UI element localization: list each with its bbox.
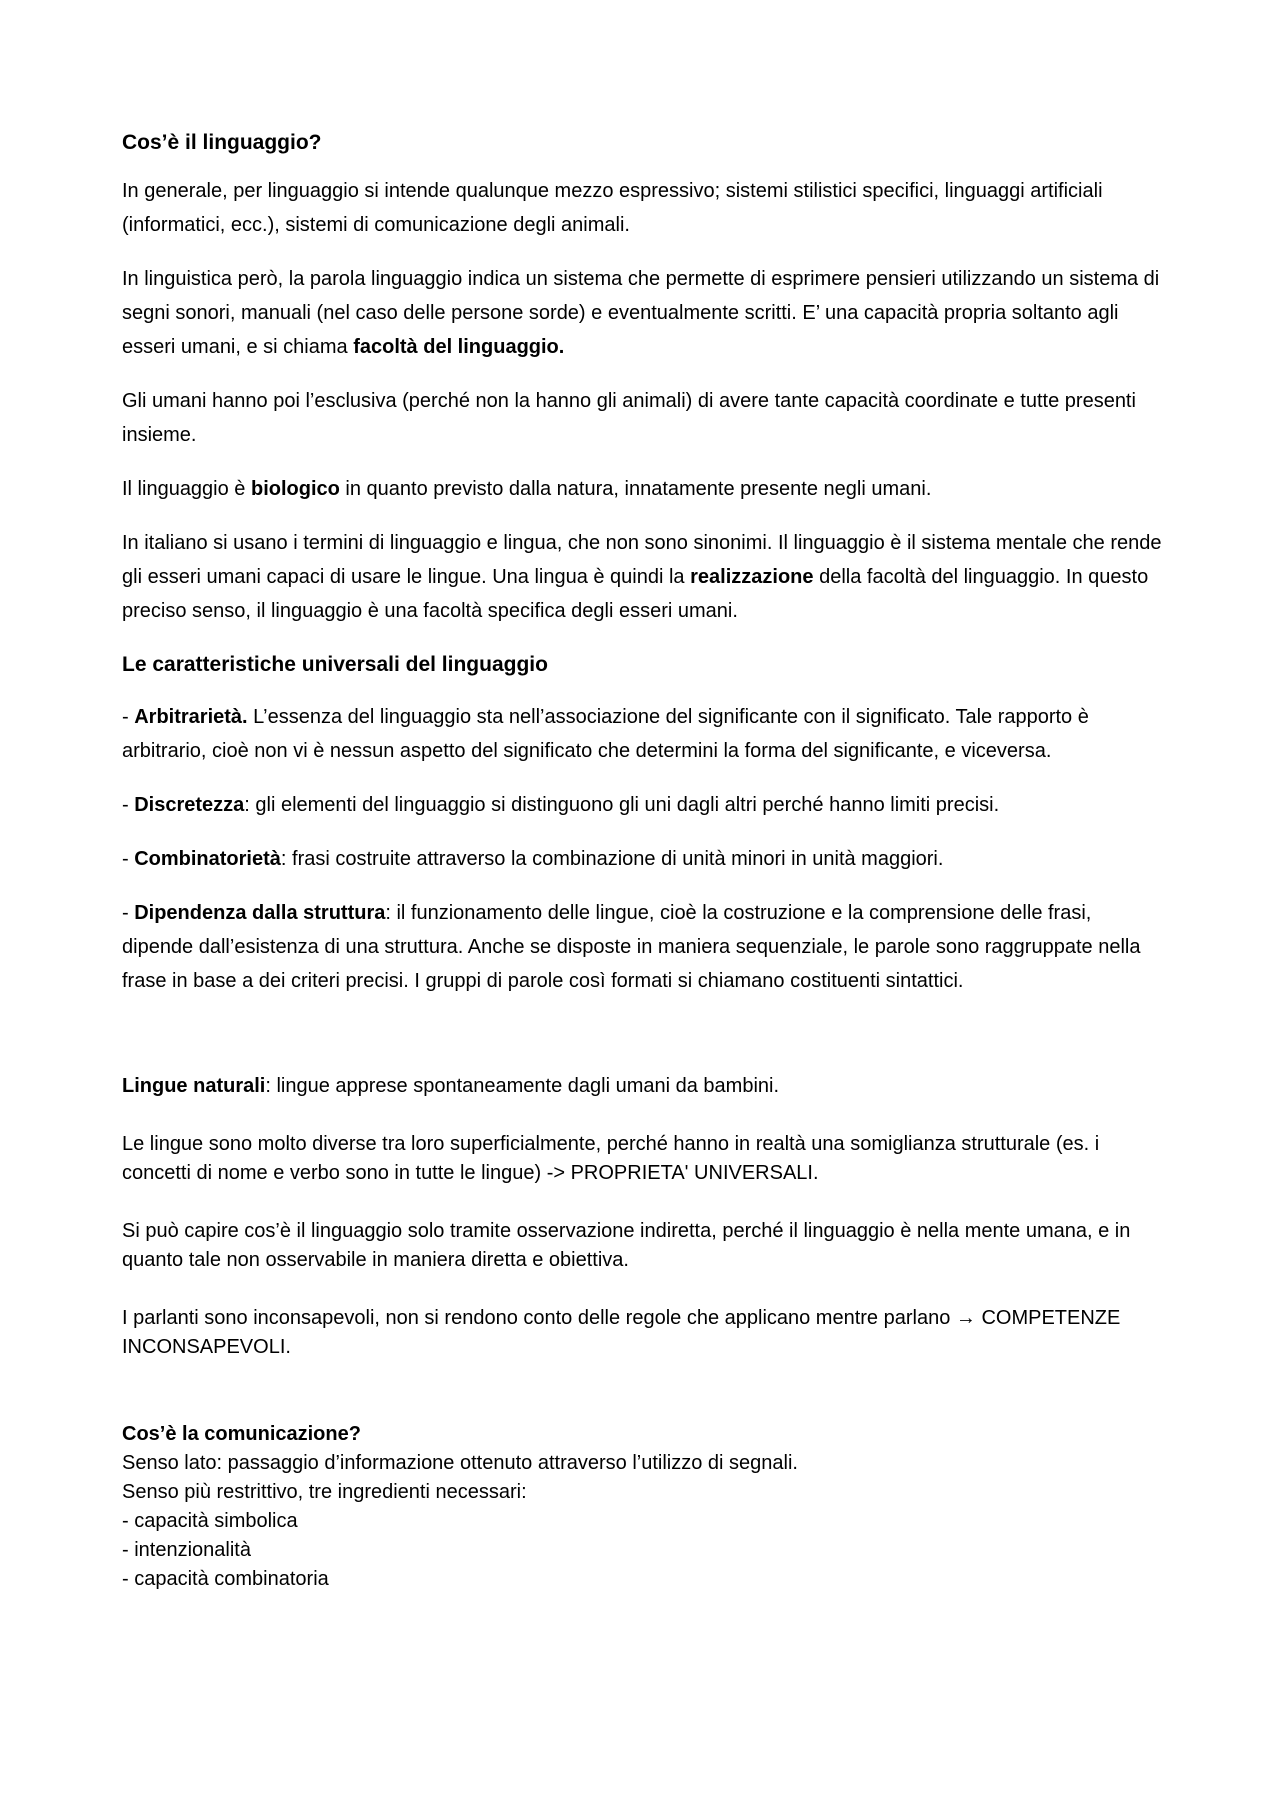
section-comunicazione <box>122 1420 1162 1594</box>
paragraph-lingua: In italiano si usano i termini di linguaggio e lingua, che non sono sinonimi. Il linguaggio è il sistema mentale che rende gli esseri umani capaci di usare le lingue. Una lingua è quindi la realizzazione della facoltà del linguaggio. In questo preciso senso, il linguaggio è una facoltà specifica degli esseri umani. <box>122 532 1162 622</box>
paragraph-lingue-naturali: Lingue naturali: lingue apprese spontaneamente dagli umani da bambini. <box>122 1075 780 1097</box>
list-item: - intenzionalità <box>122 1539 251 1561</box>
spacer <box>122 1391 1162 1420</box>
line-senso-restrittivo: Senso più restrittivo, tre ingredienti necessari: <box>122 1481 527 1503</box>
list-item-discretezza: - Discretezza: gli elementi del linguaggio si distinguono gli uni dagli altri perché hanno limiti precisi. <box>122 794 1000 816</box>
section-title-comunicazione: Cos’è la comunicazione? <box>122 1423 361 1445</box>
paragraph-intro: In generale, per linguaggio si intende qualunque mezzo espressivo; sistemi stilistici specifici, linguaggi artificiali (informatici, ecc.), sistemi di comunicazione degli animali. <box>122 180 1103 236</box>
paragraph-proprieta-universali: Le lingue sono molto diverse tra loro superficialmente, perché hanno in realtà una somiglianza strutturale (es. i concetti di nome e verbo sono in tutte le lingue) -> PROPRIETA' UNIVERSALI. <box>122 1133 1100 1184</box>
paragraph-biologico: Il linguaggio è biologico in quanto previsto dalla natura, innatamente presente negli umani. <box>122 478 932 500</box>
paragraph-osservazione: Si può capire cos’è il linguaggio solo tramite osservazione indiretta, perché il linguaggio è nella mente umana, e in quanto tale non osservabile in maniera diretta e obiettiva. <box>122 1220 1131 1271</box>
section-title-linguaggio: Cos’è il linguaggio? <box>122 131 322 154</box>
paragraph-esclusiva: Gli umani hanno poi l’esclusiva (perché non la hanno gli animali) di avere tante capacità coordinate e tutte presenti insieme. <box>122 390 1136 446</box>
line-senso-lato: Senso lato: passaggio d’informazione ottenuto attraverso l’utilizzo di segnali. <box>122 1452 798 1474</box>
list-item-arbitrarieta: - Arbitrarietà. L’essenza del linguaggio sta nell’associazione del significante con il significato. Tale rapporto è arbitrario, cioè non vi è nessun aspetto del significato che determini la forma del significante, e viceversa. <box>122 706 1089 762</box>
paragraph-competenze: I parlanti sono inconsapevoli, non si rendono conto delle regole che applicano mentre parlano → COMPETENZE INCONSAPEVOLI. <box>122 1307 1121 1358</box>
paragraph-linguistica: In linguistica però, la parola linguaggio indica un sistema che permette di esprimere pensieri utilizzando un sistema di segni sonori, manuali (nel caso delle persone sorde) e eventualmente scritti. E’ una capacità propria soltanto agli esseri umani, e si chiama facoltà del linguaggio. <box>122 268 1160 358</box>
list-item-combinatorieta: - Combinatorietà: frasi costruite attraverso la combinazione di unità minori in unità maggiori. <box>122 848 944 870</box>
document-page <box>122 122 1162 1594</box>
section-title-caratteristiche: Le caratteristiche universali del linguaggio <box>122 653 548 676</box>
list-item: - capacità simbolica <box>122 1510 298 1532</box>
list-item-dipendenza: - Dipendenza dalla struttura: il funzionamento delle lingue, cioè la costruzione e la comprensione delle frasi, dipende dall’esistenza di una struttura. Anche se disposte in maniera sequenziale, le parole sono raggruppate nella frase in base a dei criteri precisi. I gruppi di parole così formati si chiamano costituenti sintattici. <box>122 902 1141 992</box>
list-item: - capacità combinatoria <box>122 1568 329 1590</box>
spacer <box>122 1018 1162 1072</box>
